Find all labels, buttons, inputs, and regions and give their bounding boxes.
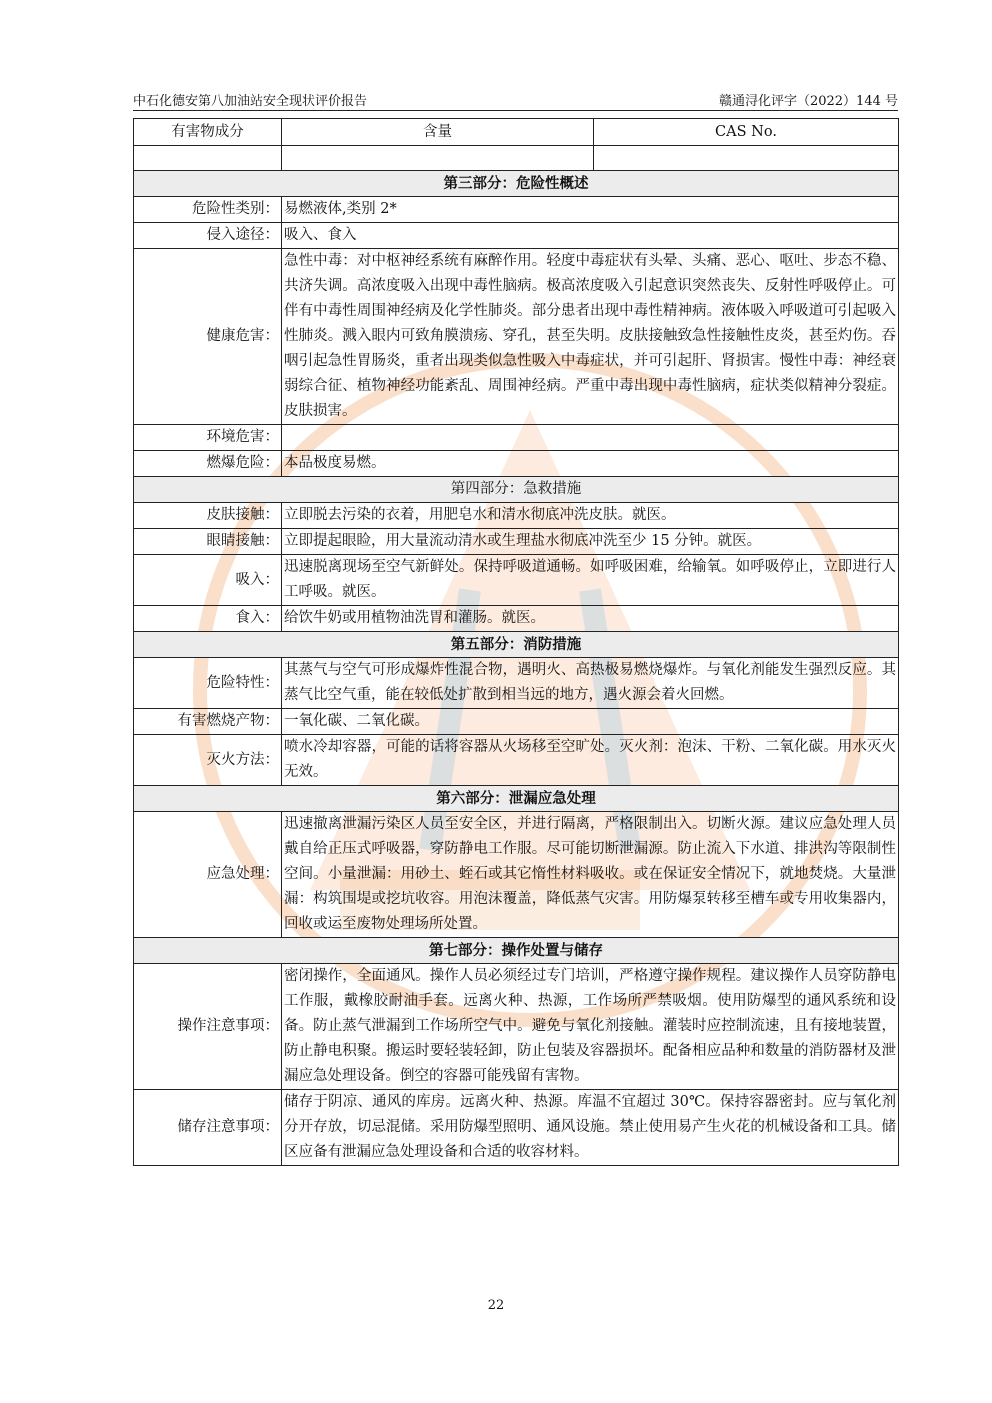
- report-title: 中石化德安第八加油站安全现状评价报告: [133, 94, 368, 109]
- row-value: 立即脱去污染的衣着，用肥皂水和清水彻底冲洗皮肤。就医。: [282, 503, 899, 529]
- row-value: 其蒸气与空气可形成爆炸性混合物，遇明火、高热极易燃烧爆炸。与氧化剂能发生强烈反应。其蒸气比空气重，能在较低处扩散到相当远的地方，遇火源会着火回燃。: [282, 658, 899, 709]
- row-label: 健康危害：: [134, 249, 282, 425]
- row-label: 操作注意事项：: [134, 964, 282, 1090]
- section-3-title: 第三部分：危险性概述: [134, 171, 899, 197]
- section-7-title: 第七部分：操作处置与储存: [134, 938, 899, 964]
- row-value: 立即提起眼睑，用大量流动清水或生理盐水彻底冲洗至少 15 分钟。就医。: [282, 529, 899, 555]
- row-value: 喷水冷却容器，可能的话将容器从火场移至空旷处。灭火剂：泡沫、干粉、二氧化碳。用水灭火无效。: [282, 735, 899, 786]
- row-label: 危险特性：: [134, 658, 282, 709]
- section-6-title: 第六部分：泄漏应急处理: [134, 786, 899, 812]
- row-value: 给饮牛奶或用植物油洗胃和灌肠。就医。: [282, 606, 899, 632]
- row-label: 吸入：: [134, 555, 282, 606]
- header-content: 含量: [282, 119, 594, 146]
- row-label: 应急处理：: [134, 812, 282, 938]
- row-value: [282, 425, 899, 451]
- page-header: [133, 88, 898, 111]
- empty-cell: [134, 146, 282, 171]
- row-label: 燃爆危险：: [134, 451, 282, 477]
- msds-table: [133, 118, 899, 1166]
- row-label: 环境危害：: [134, 425, 282, 451]
- row-value: 迅速撤离泄漏污染区人员至安全区，并进行隔离，严格限制出入。切断火源。建议应急处理人员戴自给正压式呼吸器，穿防静电工作服。尽可能切断泄漏源。防止流入下水道、排洪沟等限制性空间。小量泄漏：用砂土、蛭石或其它惰性材料吸收。或在保证安全情况下，就地焚烧。大量泄漏：构筑围堤或挖坑收容。用泡沫覆盖，降低蒸气灾害。用防爆泵转移至槽车或专用收集器内，回收或运至废物处理场所处置。: [282, 812, 899, 938]
- row-label: 侵入途径：: [134, 223, 282, 249]
- row-value: 急性中毒：对中枢神经系统有麻醉作用。轻度中毒症状有头晕、头痛、恶心、呕吐、步态不稳、共济失调。高浓度吸入出现中毒性脑病。极高浓度吸入引起意识突然丧失、反射性呼吸停止。可伴有中毒性周围神经病及化学性肺炎。部分患者出现中毒性精神病。液体吸入呼吸道可引起吸入性肺炎。溅入眼内可致角膜溃疡、穿孔，甚至失明。皮肤接触致急性接触性皮炎，甚至灼伤。吞咽引起急性胃肠炎，重者出现类似急性吸入中毒症状，并可引起肝、肾损害。慢性中毒：神经衰弱综合征、植物神经功能紊乱、周围神经病。严重中毒出现中毒性脑病，症状类似精神分裂症。皮肤损害。: [282, 249, 899, 425]
- empty-cell: [594, 146, 899, 171]
- section-5-title: 第五部分：消防措施: [134, 632, 899, 658]
- row-value: 迅速脱离现场至空气新鲜处。保持呼吸道通畅。如呼吸困难，给输氧。如呼吸停止，立即进行人工呼吸。就医。: [282, 555, 899, 606]
- row-label: 眼睛接触：: [134, 529, 282, 555]
- row-value: 一氧化碳、二氧化碳。: [282, 709, 899, 735]
- report-number: 赣通浔化评字（2022）144 号: [718, 94, 898, 109]
- row-value: 易燃液体,类别 2*: [282, 197, 899, 223]
- empty-cell: [282, 146, 594, 171]
- row-label: 皮肤接触：: [134, 503, 282, 529]
- section-4-title: 第四部分：急救措施: [134, 477, 899, 503]
- row-label: 储存注意事项：: [134, 1090, 282, 1166]
- header-component: 有害物成分: [134, 119, 282, 146]
- row-label: 食入：: [134, 606, 282, 632]
- row-label: 有害燃烧产物：: [134, 709, 282, 735]
- row-value: 吸入、食入: [282, 223, 899, 249]
- row-value: 密闭操作，全面通风。操作人员必须经过专门培训，严格遵守操作规程。建议操作人员穿防静电工作服，戴橡胶耐油手套。远离火种、热源，工作场所严禁吸烟。使用防爆型的通风系统和设备。防止蒸气泄漏到工作场所空气中。避免与氧化剂接触。灌装时应控制流速，且有接地装置，防止静电积聚。搬运时要轻装轻卸，防止包装及容器损坏。配备相应品种和数量的消防器材及泄漏应急处理设备。倒空的容器可能残留有害物。: [282, 964, 899, 1090]
- row-label: 灭火方法：: [134, 735, 282, 786]
- header-cas: CAS No.: [594, 119, 899, 146]
- row-value: 储存于阴凉、通风的库房。远离火种、热源。库温不宜超过 30℃。保持容器密封。应与氧化剂分开存放，切忌混储。采用防爆型照明、通风设施。禁止使用易产生火花的机械设备和工具。储区应备有泄漏应急处理设备和合适的收容材料。: [282, 1090, 899, 1166]
- row-value: 本品极度易燃。: [282, 451, 899, 477]
- row-label: 危险性类别：: [134, 197, 282, 223]
- page-number: 22: [487, 1298, 505, 1313]
